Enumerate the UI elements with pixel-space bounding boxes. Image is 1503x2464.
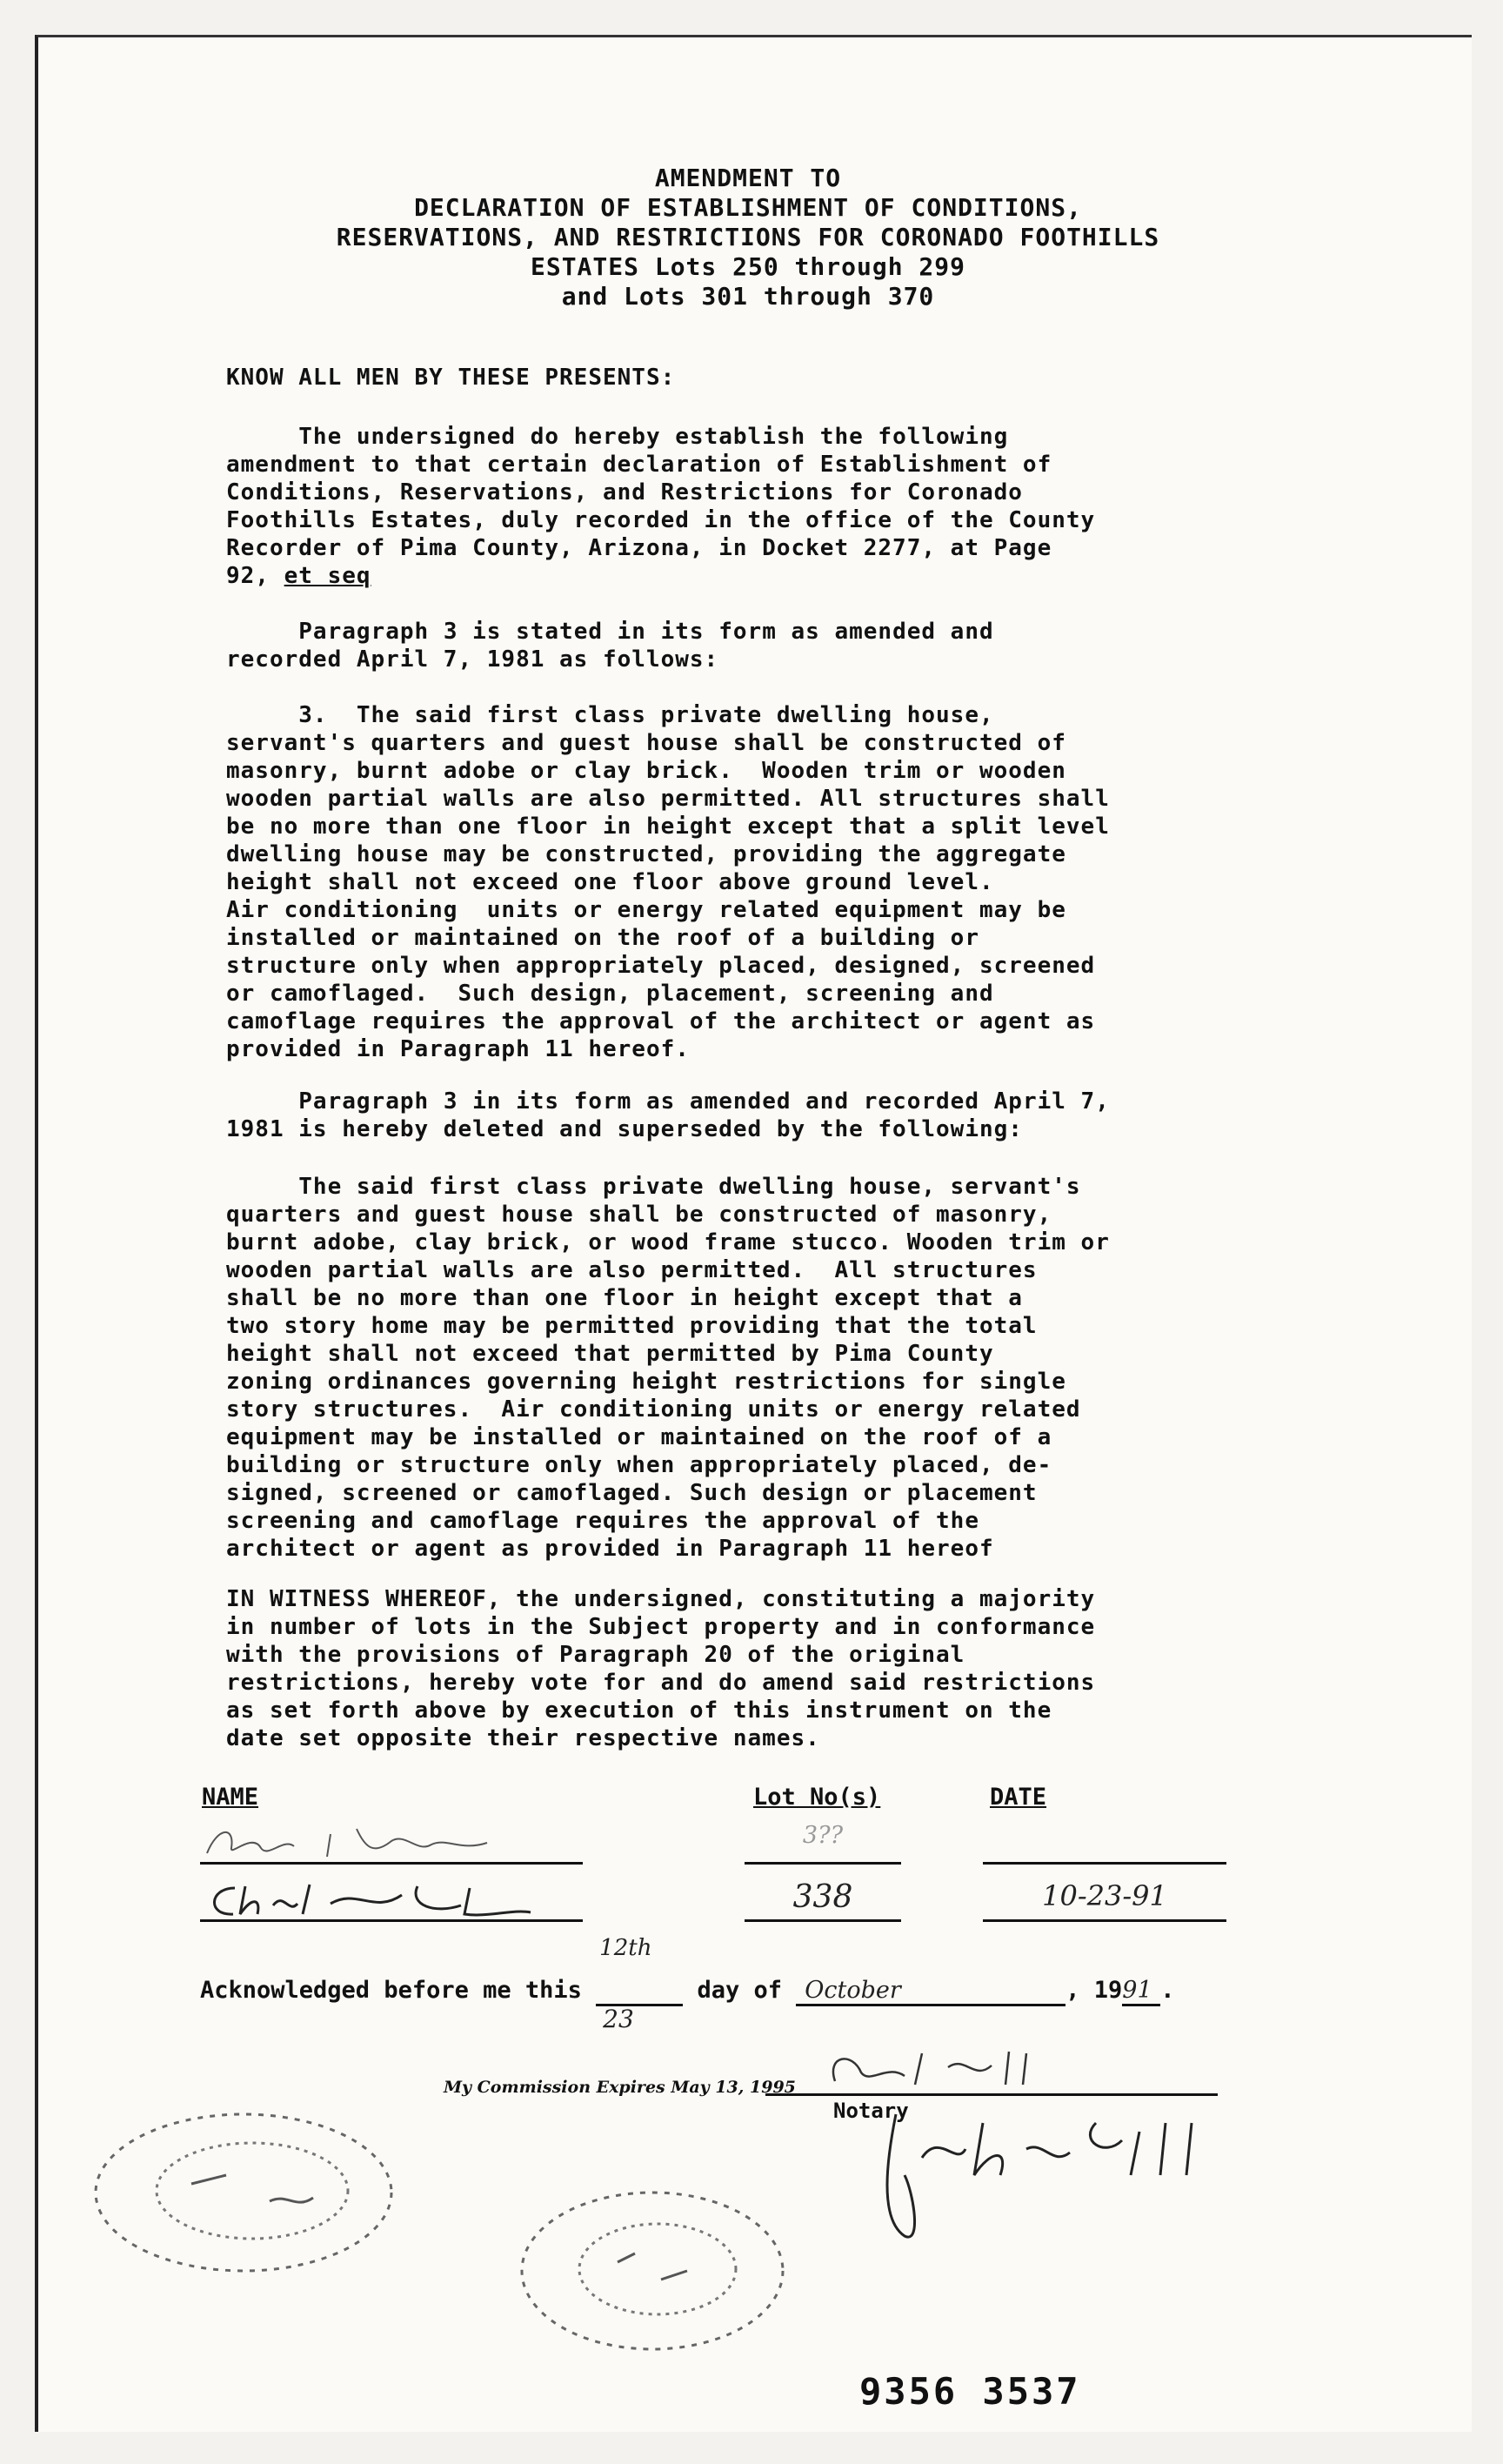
- ack-year: 91: [1122, 1977, 1160, 2006]
- ack-prefix: Acknowledged before me this: [200, 1977, 582, 2004]
- ack-day-field: [596, 1935, 683, 2033]
- lot-cell: 3??: [745, 1822, 901, 1865]
- paragraph-establish: [226, 423, 1287, 590]
- signature-row: [200, 1879, 1244, 1921]
- title-line-1: AMENDMENT TO: [654, 164, 842, 192]
- handwritten-signature-2: [200, 1879, 583, 1919]
- notary-signature-top: [765, 2046, 1218, 2095]
- signature-row: [200, 1822, 1244, 1864]
- et-seq-text: et seq: [284, 563, 371, 589]
- notary-label: Notary: [833, 2099, 909, 2123]
- ack-month: October: [796, 1977, 1065, 2006]
- paragraph-3-original: 3. The said first class private dwelling house, servant's quarters and guest house shall be constructed of masonry, burnt adobe or clay brick. Wooden trim or wooden wooden partial walls are also permitted. All structures shall be no more than one floor in height except that a split level dwelling house may be constructed, providing the aggregate height shall not exceed one floor above ground level. Air conditioning units or energy related equipment may be installed or maintained on the roof of a building or structure only when appropriately placed, designed, screened or camoflaged. Such design, placement, screening and camoflage requires the approval of the architect or agent as provided in Paragraph 11 hereof.: [226, 702, 1110, 1062]
- title-line-4: ESTATES Lots 250 through 299: [530, 252, 965, 281]
- column-header-date: DATE: [990, 1784, 1047, 1811]
- ack-mid: day of: [697, 1977, 782, 2004]
- ack-suffix: .: [1160, 1977, 1175, 2004]
- ack-day: 23: [603, 2005, 634, 2033]
- column-header-lot: Lot No(s): [753, 1784, 881, 1811]
- handwritten-signature-1: [200, 1822, 583, 1862]
- document-number: 9356 3537: [859, 2370, 1081, 2413]
- notary-signature-line: [765, 2093, 1218, 2096]
- name-line: [200, 1822, 583, 1865]
- ack-day-above: 12th: [599, 1935, 652, 1961]
- title-line-2: DECLARATION OF ESTABLISHMENT OF CONDITIONS,: [414, 193, 1082, 222]
- date-cell: 10-23-91: [983, 1879, 1226, 1922]
- paragraph-establish-text: The undersigned do hereby establish the following amendment to that certain declaration of Establishment of Conditions, Reservations, and Restrictions for Coronado Foothills Estates, duly recorded in the office of the County Recorder of Pima County, Arizona, in Docket 2277, at Page 92,: [226, 424, 1096, 589]
- column-header-name: NAME: [202, 1784, 259, 1811]
- date-cell: [983, 1822, 1226, 1865]
- commission-expiry: My Commission Expires May 13, 1995: [444, 2078, 796, 2097]
- paragraph-superseded: Paragraph 3 in its form as amended and recorded April 7, 1981 is hereby deleted and superseded by the following:: [226, 1088, 1110, 1142]
- paragraph-stated: Paragraph 3 is stated in its form as amended and recorded April 7, 1981 as follows:: [226, 619, 994, 673]
- document-title: [174, 164, 1322, 311]
- ack-year-prefix: , 19: [1065, 1977, 1123, 2004]
- notary-signature: [861, 2106, 1226, 2245]
- acknowledgement-line: [200, 1935, 1175, 2033]
- title-line-3: RESERVATIONS, AND RESTRICTIONS FOR CORONADO FOOTHILLS: [336, 223, 1160, 251]
- name-line: [200, 1879, 583, 1922]
- paragraph-3-amended: The said first class private dwelling house, servant's quarters and guest house shall be constructed of masonry, burnt adobe, clay brick, or wood frame stucco. Wooden trim or wooden partial walls are also permitted. All structures shall be no more than one floor in height except that a two story home may be permitted providing that the total height shall not exceed that permitted by Pima County zoning ordinances governing height restrictions for single story structures. Air conditioning units or energy related equipment may be installed or maintained on the roof of a building or structure only when appropriately placed, de- signed, screened or camoflaged. Such design or placement screening and camoflage requires the approval of the architect or agent as provided in Paragraph 11 hereof: [226, 1174, 1110, 1562]
- intro-heading: KNOW ALL MEN BY THESE PRESENTS:: [226, 365, 676, 391]
- lot-cell: 338: [745, 1879, 901, 1922]
- notary-seal-stamp-center: [487, 2175, 818, 2367]
- notary-seal-stamp-left: [61, 2088, 426, 2297]
- paragraph-witness: IN WITNESS WHEREOF, the undersigned, constituting a majority in number of lots in the Subject property and in conformance with the provisions of Paragraph 20 of the original restrictions, hereby vote for and do amend said restrictions as set forth above by execution of this instrument on the date set opposite their respective names.: [226, 1586, 1096, 1751]
- title-line-5: and Lots 301 through 370: [561, 282, 935, 311]
